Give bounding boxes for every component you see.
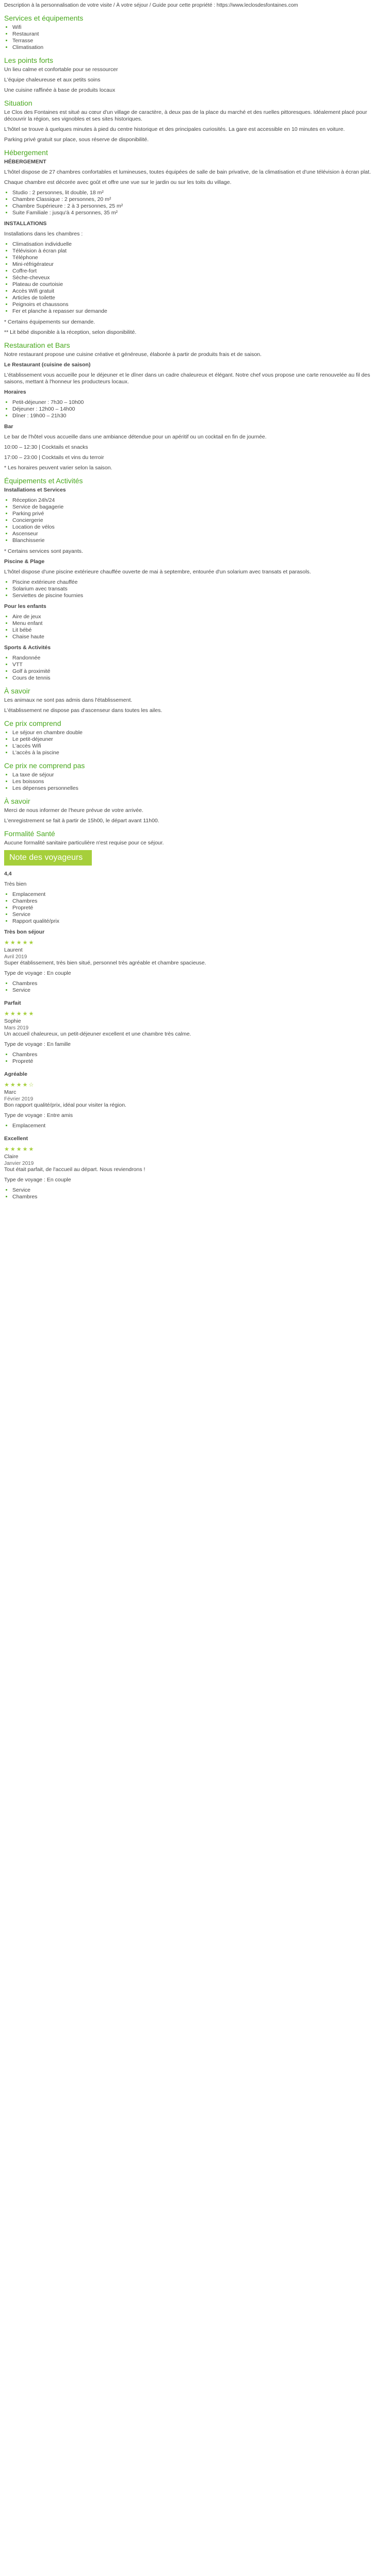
- horaires-item: • Petit-déjeuner : 7h30 – 10h00: [12, 399, 387, 406]
- prix-non-title: Ce prix ne comprend pas: [4, 761, 85, 770]
- room-item: • Studio : 2 personnes, lit double, 18 m²: [12, 190, 387, 196]
- horaires-item: • Déjeuner : 12h00 – 14h00: [12, 406, 387, 413]
- review-tags: [4, 1123, 387, 1129]
- services-title: Services et équipements: [4, 14, 84, 22]
- loisirs-title: Pour les enfants: [4, 603, 46, 609]
- hebergement-paragraph: Chaque chambre est décorée avec goût et offre une vue sur le jardin ou sur les toits du village.: [4, 179, 232, 185]
- services-list: [4, 24, 387, 51]
- sport-item: • Golf à proximité: [12, 668, 387, 675]
- services-item: • Terrasse: [12, 38, 387, 44]
- restauration-intro: Notre restaurant propose une cuisine créative et généreuse, élaborée à partir de produits frais et de saison.: [4, 351, 262, 358]
- equip-item: • Ascenseur: [12, 531, 387, 537]
- review-type: Type de voyage : En couple: [4, 1177, 71, 1183]
- loisirs-item: • Menu enfant: [12, 620, 387, 627]
- sport-list: [4, 655, 387, 682]
- review-tag: • Propreté: [12, 1058, 387, 1065]
- review-stars: ★★★★☆: [4, 1082, 35, 1088]
- installations-item: • Mini-réfrigérateur: [12, 261, 387, 268]
- equip-note: * Certains services sont payants.: [4, 548, 83, 554]
- reviews-category: • Service: [12, 911, 387, 918]
- installations-intro: Installations dans les chambres :: [4, 231, 83, 237]
- review-author: Claire: [4, 1154, 19, 1160]
- apropos-title: À savoir: [4, 687, 30, 695]
- loisirs-item: • Chaise haute: [12, 634, 387, 640]
- room-list: [4, 190, 387, 216]
- review-text: Bon rapport qualité/prix, idéal pour visiter la région.: [4, 1102, 126, 1108]
- situation-paragraph: Le Clos des Fontaines est situé au cœur d'un village de caractère, à deux pas de la place du marché et des ruelles pittoresques. Idéalement placé pour découvrir la région, ses vignobles et ses sites historiques.: [4, 109, 367, 122]
- bar-title: Bar: [4, 423, 13, 430]
- prix-non-item: • Les boissons: [12, 778, 387, 785]
- piscine-list: [4, 579, 387, 599]
- equip-item: • Service de bagagerie: [12, 504, 387, 511]
- installations-item: • Climatisation individuelle: [12, 241, 387, 248]
- hebergement-title: Hébergement: [4, 148, 48, 157]
- points-forts-title: Les points forts: [4, 56, 53, 64]
- review-text: Tout était parfait, de l'accueil au départ. Nous reviendrons !: [4, 1166, 145, 1173]
- prix-item: • Le séjour en chambre double: [12, 730, 387, 736]
- savoir-paragraph: Merci de nous informer de l'heure prévue de votre arrivée.: [4, 807, 143, 814]
- prix-item: • L'accès Wifi: [12, 743, 387, 750]
- reviews-category: • Propreté: [12, 905, 387, 911]
- review-tag: • Service: [12, 987, 387, 994]
- bar-text: Le bar de l'hôtel vous accueille dans une ambiance détendue pour un apéritif ou un cocktail en fin de journée.: [4, 434, 267, 440]
- equip-installations-list: [4, 497, 387, 544]
- installations-item: • Sèche-cheveux: [12, 275, 387, 281]
- review-tag: • Emplacement: [12, 1123, 387, 1129]
- hebergement-subtitle: HÉBERGEMENT: [4, 159, 46, 165]
- review-card: [4, 1071, 387, 1129]
- bar-note: * Les horaires peuvent varier selon la saison.: [4, 465, 112, 471]
- sport-title: Sports & Activités: [4, 645, 51, 651]
- review-type: Type de voyage : En famille: [4, 1041, 71, 1047]
- resto-text: L'établissement vous accueille pour le déjeuner et le dîner dans un cadre chaleureux et élégant. Notre chef vous propose une carte renouvelée au fil des saisons, mettant à l'honneur les producteurs locaux.: [4, 372, 370, 385]
- restauration-title: Restauration et Bars: [4, 341, 70, 349]
- situation-paragraph: L'hôtel se trouve à quelques minutes à pied du centre historique et des principales curiosités. La gare est accessible en 10 minutes en voiture.: [4, 126, 345, 132]
- reviews-category: • Rapport qualité/prix: [12, 918, 387, 925]
- page: [0, 0, 391, 1200]
- formalite-title: Formalité Santé: [4, 829, 55, 838]
- review-tag: • Service: [12, 1187, 387, 1194]
- loisirs-item: • Aire de jeux: [12, 614, 387, 620]
- services-item: • Restaurant: [12, 31, 387, 38]
- review-title: Agréable: [4, 1071, 27, 1077]
- hebergement-note: * Certains équipements sur demande.: [4, 319, 95, 325]
- reviews-rating-label: Très bien: [4, 881, 27, 887]
- review-text: Un accueil chaleureux, un petit-déjeuner excellent et une chambre très calme.: [4, 1031, 191, 1037]
- review-title: Excellent: [4, 1136, 28, 1142]
- sport-item: • VTT: [12, 662, 387, 668]
- horaires-list: [4, 399, 387, 419]
- equipements-title: Équipements et Activités: [4, 477, 83, 485]
- situation-paragraph: Parking privé gratuit sur place, sous réserve de disponibilité.: [4, 137, 149, 143]
- review-card: [4, 1136, 387, 1200]
- piscine-title: Piscine & Plage: [4, 558, 45, 565]
- review-stars: ★★★★★: [4, 1011, 35, 1017]
- prix-non-item: • Les dépenses personnelles: [12, 785, 387, 792]
- review-type: Type de voyage : En couple: [4, 970, 71, 976]
- intro-text: Description à la personnalisation de votre visite / À votre séjour / Guide pour cette propriété : https://www.leclosdesfontaines.com: [4, 3, 298, 8]
- review-date: Mars 2019: [4, 1025, 29, 1031]
- sport-item: • Cours de tennis: [12, 675, 387, 682]
- installations-item: • Articles de toilette: [12, 295, 387, 301]
- services-item: • Climatisation: [12, 44, 387, 51]
- review-title: Parfait: [4, 1000, 21, 1006]
- review-author: Marc: [4, 1089, 17, 1095]
- piscine-item: • Solarium avec transats: [12, 586, 387, 592]
- room-item: • Suite Familiale : jusqu'à 4 personnes, 35 m²: [12, 210, 387, 216]
- prix-non-list: [4, 772, 387, 792]
- sport-item: • Randonnée: [12, 655, 387, 662]
- review-stars: ★★★★★: [4, 940, 35, 946]
- equip-item: • Blanchisserie: [12, 537, 387, 544]
- review-tags: [4, 980, 387, 994]
- installations-item: • Accès Wifi gratuit: [12, 288, 387, 295]
- review-stars: ★★★★★: [4, 1146, 35, 1153]
- situation-title: Situation: [4, 99, 32, 107]
- review-card: [4, 1000, 387, 1065]
- review-tag: • Chambres: [12, 980, 387, 987]
- installations-item: • Télévision à écran plat: [12, 248, 387, 255]
- apropos-paragraph: L'établissement ne dispose pas d'ascenseur dans toutes les ailes.: [4, 707, 162, 714]
- hebergement-note: ** Lit bébé disponible à la réception, selon disponibilité.: [4, 329, 137, 335]
- prix-item: • L'accès à la piscine: [12, 750, 387, 756]
- review-tag: • Chambres: [12, 1052, 387, 1058]
- review-text: Super établissement, très bien situé, personnel très agréable et chambre spacieuse.: [4, 960, 206, 966]
- review-date: Avril 2019: [4, 954, 27, 960]
- horaires-item: • Dîner : 19h00 – 21h30: [12, 413, 387, 419]
- review-card: [4, 929, 387, 994]
- prix-title: Ce prix comprend: [4, 719, 61, 727]
- review-author: Sophie: [4, 1018, 21, 1024]
- piscine-text: L'hôtel dispose d'une piscine extérieure chauffée ouverte de mai à septembre, entourée d'un solarium avec transats et parasols.: [4, 569, 311, 575]
- review-tags: [4, 1187, 387, 1200]
- reviews-score: 4,4: [4, 871, 12, 877]
- room-item: • Chambre Classique : 2 personnes, 20 m²: [12, 196, 387, 203]
- installations-list: [4, 241, 387, 315]
- bar-horaire: 10:00 – 12:30 | Cocktails et snacks: [4, 444, 88, 450]
- savoir-title: À savoir: [4, 797, 30, 805]
- review-date: Février 2019: [4, 1096, 34, 1102]
- formalite-text: Aucune formalité sanitaire particulière n'est requise pour ce séjour.: [4, 840, 164, 846]
- loisirs-item: • Lit bébé: [12, 627, 387, 634]
- horaires-title: Horaires: [4, 389, 26, 395]
- points-forts-line: Un lieu calme et confortable pour se ressourcer: [4, 66, 118, 73]
- installations-item: • Téléphone: [12, 255, 387, 261]
- installations-item: • Plateau de courtoisie: [12, 281, 387, 288]
- reviews-category: • Chambres: [12, 898, 387, 905]
- piscine-item: • Piscine extérieure chauffée: [12, 579, 387, 586]
- equip-item: • Parking privé: [12, 511, 387, 517]
- equip-item: • Réception 24h/24: [12, 497, 387, 504]
- savoir-paragraph: L'enregistrement se fait à partir de 15h00, le départ avant 11h00.: [4, 818, 159, 824]
- review-tags: [4, 1052, 387, 1065]
- points-forts-line: Une cuisine raffinée à base de produits locaux: [4, 87, 116, 93]
- services-item: • Wifi: [12, 24, 387, 31]
- installations-item: • Fer et planche à repasser sur demande: [12, 308, 387, 315]
- review-tag: • Chambres: [12, 1194, 387, 1200]
- reviews-categories: [4, 891, 387, 925]
- prix-non-item: • La taxe de séjour: [12, 772, 387, 778]
- review-author: Laurent: [4, 947, 23, 953]
- equip-item: • Conciergerie: [12, 517, 387, 524]
- room-item: • Chambre Supérieure : 2 à 3 personnes, 25 m²: [12, 203, 387, 210]
- equip-item: • Location de vélos: [12, 524, 387, 531]
- apropos-paragraph: Les animaux ne sont pas admis dans l'établissement.: [4, 697, 133, 703]
- equip-installations-title: Installations et Services: [4, 487, 66, 493]
- loisirs-list: [4, 614, 387, 640]
- installations-item: • Coffre-fort: [12, 268, 387, 275]
- prix-list: [4, 730, 387, 756]
- prix-item: • Le petit-déjeuner: [12, 736, 387, 743]
- review-date: Janvier 2019: [4, 1161, 34, 1166]
- bar-horaire: 17:00 – 23:00 | Cocktails et vins du terroir: [4, 454, 104, 461]
- reviews-box-title: Note des voyageurs: [4, 850, 92, 866]
- review-title: Très bon séjour: [4, 929, 45, 935]
- points-forts-line: L'équipe chaleureuse et aux petits soins: [4, 77, 101, 83]
- reviews-category: • Emplacement: [12, 891, 387, 898]
- installations-item: • Peignoirs et chaussons: [12, 301, 387, 308]
- installations-title: INSTALLATIONS: [4, 221, 47, 227]
- piscine-item: • Serviettes de piscine fournies: [12, 592, 387, 599]
- resto-title: Le Restaurant (cuisine de saison): [4, 362, 91, 368]
- hebergement-paragraph: L'hôtel dispose de 27 chambres confortables et lumineuses, toutes équipées de salle de bain privative, de la climatisation et d'une télévision à écran plat.: [4, 169, 371, 175]
- review-type: Type de voyage : Entre amis: [4, 1112, 73, 1118]
